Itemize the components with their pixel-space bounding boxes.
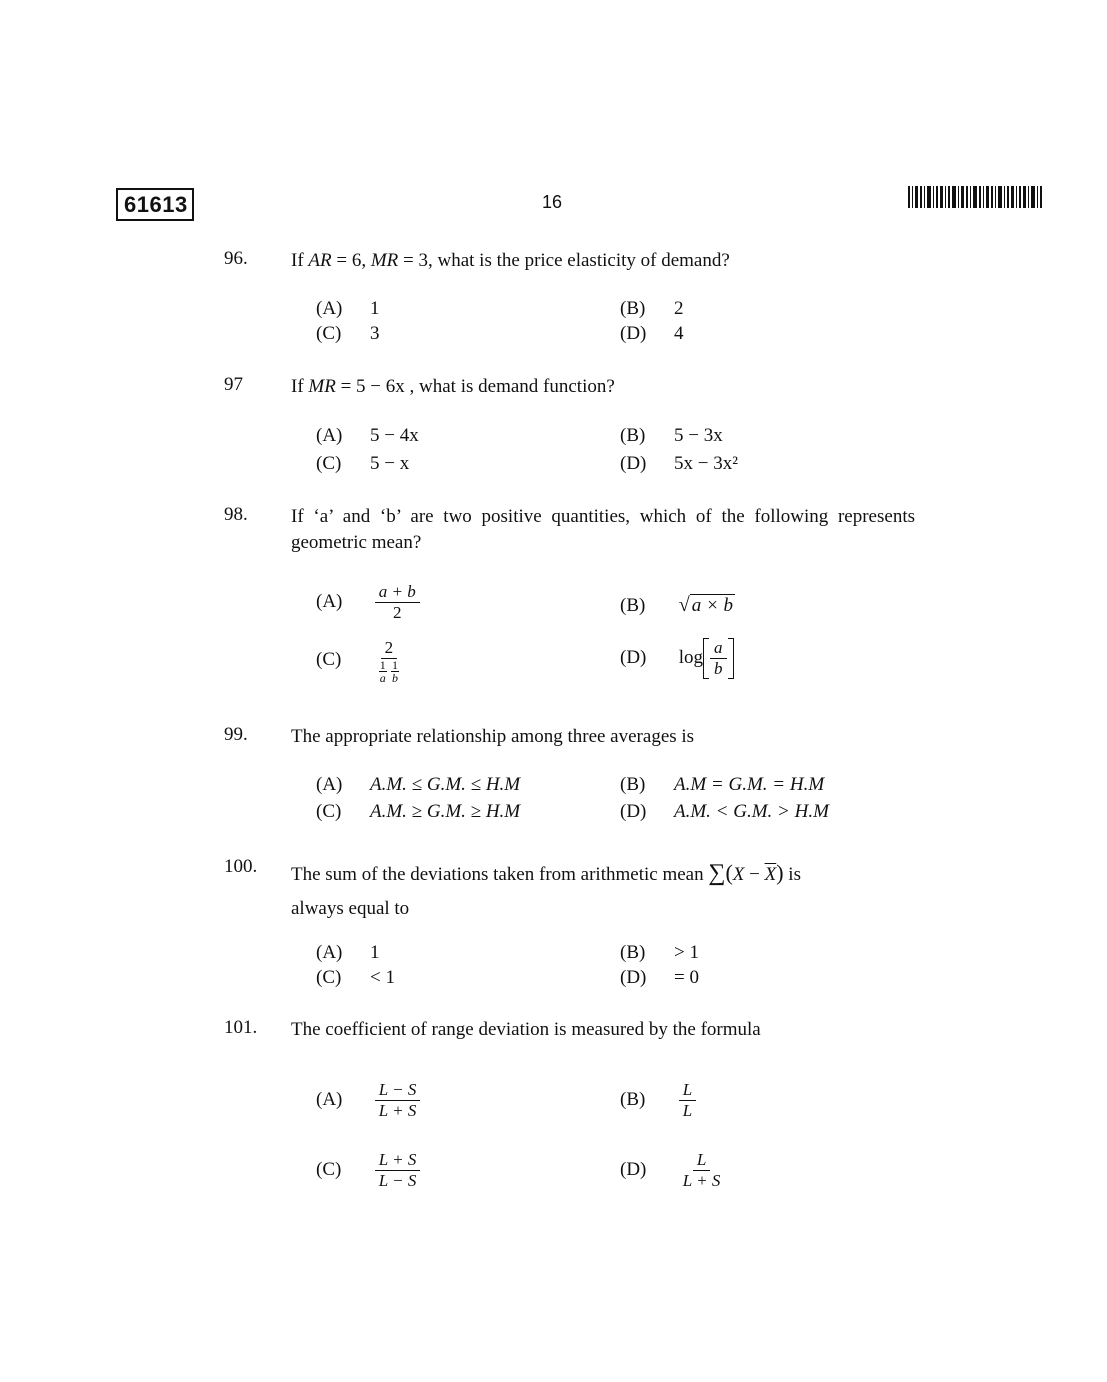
option-d[interactable]: (D) = 0 [620,967,699,988]
barcode-image [908,186,1042,208]
option-a[interactable]: (A) $\frac{a + b}{2}$ [316,582,420,623]
option-b[interactable]: (B) A.M = G.M. = H.M [620,774,825,795]
fraction: $\frac{L - S}{L + S}$ [375,1080,421,1121]
option-a[interactable]: (A) $\frac{L - S}{L + S}$ [316,1080,420,1121]
fraction: 2 $\frac{1}{a}$ $\frac{1}{b}$ [379,638,398,685]
question-number: 101. [224,1017,258,1038]
question-text: If MR = 5 − 6x , what is demand function? [291,376,615,397]
option-c[interactable]: (C) 3 [316,323,380,344]
fraction: $\frac{L + S}{L - S}$ [375,1150,421,1191]
page-number: 16 [542,192,563,212]
option-a[interactable]: (A) 1 [316,942,380,963]
question-text: If ‘a’ and ‘b’ are two positive quantities, which of the following represents geometric mean? [291,506,915,553]
fraction: $\frac{L}{L}$ [679,1080,696,1121]
option-c[interactable]: (C) < 1 [316,967,395,988]
option-c[interactable]: (C) 5 − x [316,453,410,474]
option-b[interactable]: (B) > 1 [620,942,699,963]
option-b[interactable]: (B) 5 − 3x [620,425,723,446]
option-d[interactable]: (D) 4 [620,323,684,344]
question-text: The coefficient of range deviation is measured by the formula [291,1019,761,1040]
option-c[interactable]: (C) 2 $\frac{1}{a}$ $\frac{1}{b}$ [316,638,403,684]
option-b[interactable]: (B) √ a × b [620,594,734,616]
option-c[interactable]: (C) $\frac{L + S}{L - S}$ [316,1150,420,1191]
option-d[interactable]: (D) 5x − 3x² [620,453,738,474]
question-number: 99. [224,724,248,745]
option-d[interactable]: (D) log $\frac{a}{b}$ [620,638,734,679]
paper-code: 61613 [116,188,194,221]
option-d[interactable]: (D) $\frac{L}{L + S}$ [620,1150,724,1191]
square-root: a × b [691,595,734,616]
question-number: 98. [224,504,248,525]
option-b[interactable]: (B) $\frac{L}{L}$ [620,1080,696,1121]
option-a[interactable]: (A) 1 [316,298,380,319]
question-text: The sum of the deviations taken from arithmetic mean $\sum(X - \overline{X})$ is always equal to [291,860,801,919]
bracket: $\frac{a}{b}$ [703,638,734,679]
option-b[interactable]: (B) 2 [620,298,684,319]
question-text: The appropriate relationship among three averages is [291,726,695,747]
fraction: $\frac{L}{L + S}$ [682,1150,721,1190]
fraction: $\frac{a + b}{2}$ [375,582,420,623]
option-c[interactable]: (C) A.M. ≥ G.M. ≥ H.M [316,801,521,822]
option-a[interactable]: (A) 5 − 4x [316,425,419,446]
question-text: If AR = 6, MR = 3, what is the price elasticity of demand? [291,250,730,271]
question-number: 96. [224,248,248,269]
question-number: 97 [224,374,243,395]
question-number: 100. [224,856,258,877]
option-a[interactable]: (A) A.M. ≤ G.M. ≤ H.M [316,774,521,795]
option-d[interactable]: (D) A.M. < G.M. > H.M [620,801,829,822]
